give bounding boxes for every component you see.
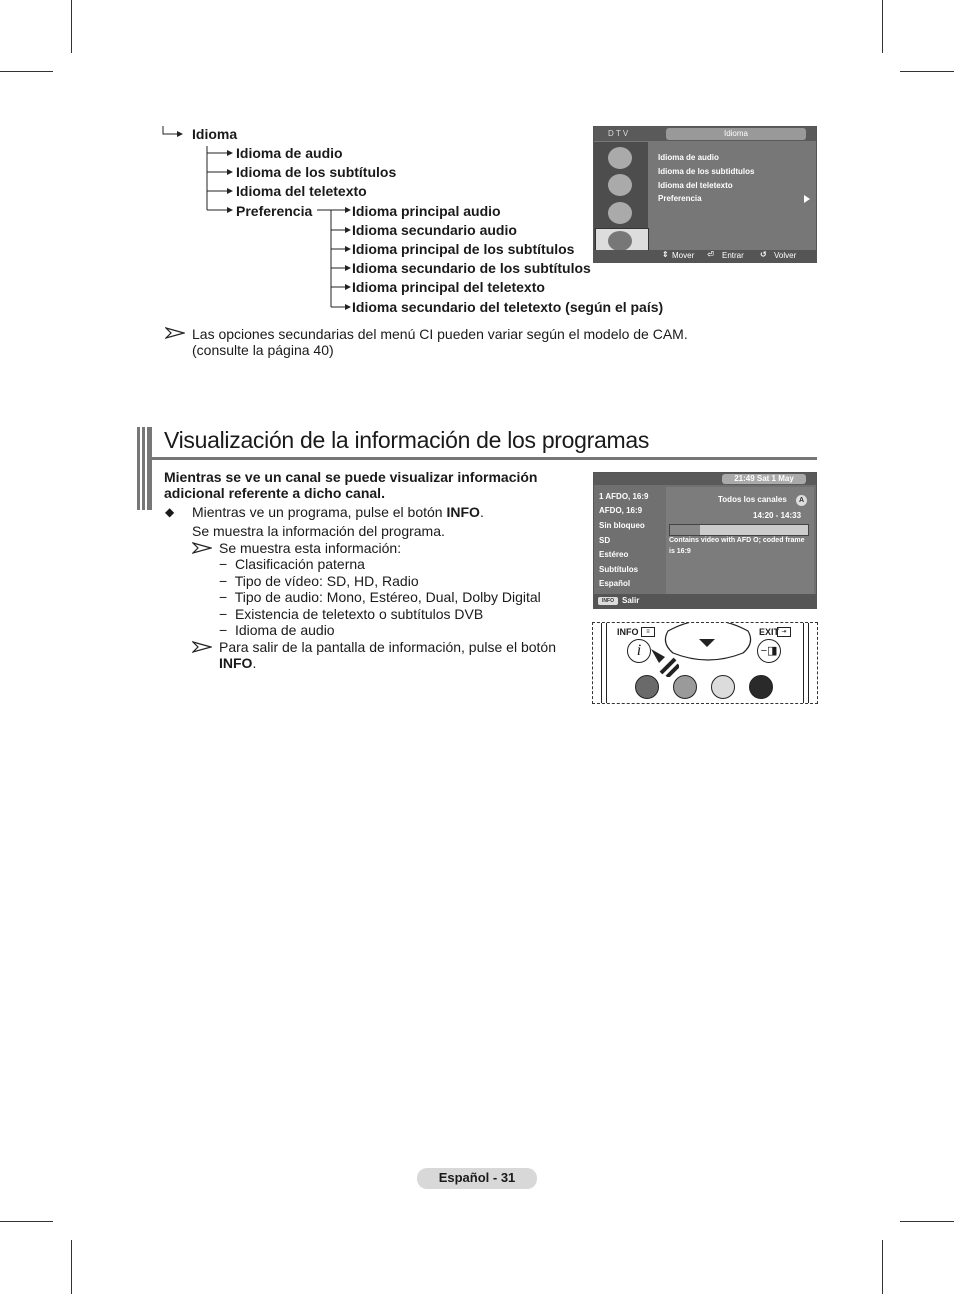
dash-item-text: Tipo de audio: Mono, Estéreo, Dual, Dolby Digital bbox=[234, 589, 541, 605]
teletext-icon: ≡ bbox=[641, 627, 655, 637]
enter-icon: ⏎ bbox=[707, 250, 714, 259]
crop-mark bbox=[900, 71, 954, 72]
program-description: Contains video with AFD O; coded frame bbox=[669, 537, 805, 544]
heading-rule bbox=[152, 457, 817, 460]
crop-mark bbox=[882, 1240, 883, 1294]
press-indicator bbox=[649, 647, 679, 677]
dash-item: − Existencia de teletexto o subtítulos DVB bbox=[219, 606, 484, 622]
tree-level1-item: Preferencia bbox=[236, 203, 313, 219]
info-shown-text: Se muestra esta información: bbox=[219, 540, 402, 556]
dash-item-text: Existencia de teletexto o subtítulos DVB bbox=[234, 606, 484, 622]
dash-item: − Tipo de vídeo: SD, HD, Radio bbox=[219, 573, 419, 589]
remote-illustration bbox=[592, 622, 818, 704]
exit-button[interactable]: −◨ bbox=[757, 639, 781, 663]
program-description: is 16:9 bbox=[669, 548, 691, 555]
green-button[interactable] bbox=[673, 675, 697, 699]
heading-bar bbox=[137, 427, 152, 510]
tree-level2-item: Idioma secundario audio bbox=[352, 222, 517, 238]
red-button[interactable] bbox=[635, 675, 659, 699]
tree-level2-item: Idioma principal audio bbox=[352, 203, 501, 219]
step-period: . bbox=[479, 504, 484, 520]
info-left-item: Estéreo bbox=[599, 550, 629, 559]
crop-mark bbox=[71, 1240, 72, 1294]
step-period: . bbox=[252, 655, 257, 671]
return-icon: ↺ bbox=[760, 250, 767, 259]
dash-item-text: Clasificación paterna bbox=[234, 556, 365, 572]
tree-level2-item: Idioma secundario del teletexto (según el país) bbox=[352, 299, 664, 315]
tree-root: Idioma bbox=[192, 126, 238, 142]
info-left-item: 1 AFDO, 16:9 bbox=[599, 492, 649, 501]
crop-mark bbox=[900, 1221, 954, 1222]
exit-instruction: Para salir de la pantalla de información, pulse el botón bbox=[219, 639, 556, 655]
menu-item: Preferencia bbox=[658, 194, 702, 203]
progress-track bbox=[669, 524, 809, 536]
intro-line: adicional referente a dicho canal. bbox=[164, 485, 385, 501]
all-channels-label: Todos los canales bbox=[718, 495, 787, 504]
exit-icon: ⇥ bbox=[777, 627, 791, 637]
menu-item: Idioma de los subtidtulos bbox=[658, 167, 755, 176]
tree-level2-item: Idioma principal del teletexto bbox=[352, 279, 545, 295]
info-key-label: INFO bbox=[446, 504, 480, 520]
dash-item-text: Tipo de vídeo: SD, HD, Radio bbox=[234, 573, 419, 589]
dash-item: − Idioma de audio bbox=[219, 622, 335, 638]
info-screen bbox=[593, 472, 817, 609]
info-key-icon: INFO bbox=[598, 597, 618, 605]
note-arrow-icon bbox=[165, 327, 185, 339]
info-key-label: INFO bbox=[219, 655, 253, 671]
blue-button[interactable] bbox=[749, 675, 773, 699]
menu-tab-title: Idioma bbox=[723, 129, 748, 138]
move-icon: ⇕ bbox=[662, 250, 669, 259]
bullet-icon: ◆ bbox=[165, 505, 175, 519]
clock-text: 21:49 Sat 1 May bbox=[734, 474, 794, 483]
tree-level1-item: Idioma de los subtítulos bbox=[236, 164, 397, 180]
info-left-item: Español bbox=[599, 579, 631, 588]
step-text: Mientras ve un programa, pulse el botón bbox=[192, 504, 447, 520]
page-number: Español - 31 bbox=[417, 1168, 537, 1189]
input-icon bbox=[608, 231, 632, 251]
tree-level2-item: Idioma principal de los subtítulos bbox=[352, 241, 575, 257]
note-line: Las opciones secundarias del menú CI pueden variar según el modelo de CAM. bbox=[192, 326, 688, 342]
channel-badge: A bbox=[796, 495, 807, 506]
remote-info-label: INFO bbox=[617, 627, 639, 637]
menu-screen bbox=[593, 126, 817, 263]
section-title: Visualización de la información de los programas bbox=[164, 427, 650, 453]
info-left-item: AFDO, 16:9 bbox=[599, 506, 643, 515]
intro-line: Mientras se ve un canal se puede visualizar información bbox=[164, 469, 538, 485]
tree-level1-item: Idioma del teletexto bbox=[236, 183, 367, 199]
menu-tab-dtv: D T V bbox=[608, 129, 629, 138]
tree-level1-item: Idioma de audio bbox=[236, 145, 343, 161]
info-left-item: Sin bloqueo bbox=[599, 521, 645, 530]
submenu-arrow-icon bbox=[803, 195, 811, 203]
crop-mark bbox=[882, 0, 883, 53]
crop-mark bbox=[0, 1221, 53, 1222]
info-left-item: SD bbox=[599, 536, 611, 545]
dash-item: − Clasificación paterna bbox=[219, 556, 365, 572]
remote-exit-label: EXIT bbox=[759, 627, 780, 637]
tree-level2-item: Idioma secundario de los subtítulos bbox=[352, 260, 591, 276]
crop-mark bbox=[0, 71, 53, 72]
setup-icon bbox=[608, 202, 632, 224]
menu-enter-label: Entrar bbox=[722, 251, 744, 260]
dash-item-text: Idioma de audio bbox=[234, 622, 335, 638]
exit-label: Salir bbox=[622, 596, 640, 605]
crop-mark bbox=[71, 0, 72, 53]
note-arrow-icon bbox=[192, 542, 212, 554]
dash-item: − Tipo de audio: Mono, Estéreo, Dual, Dolby Digital bbox=[219, 589, 541, 605]
note-arrow-icon bbox=[192, 641, 212, 653]
info-button[interactable]: i bbox=[627, 639, 651, 663]
step-instruction bbox=[192, 504, 484, 520]
time-range: 14:20 - 14:33 bbox=[753, 511, 802, 520]
note-line: (consulte la página 40) bbox=[192, 342, 334, 358]
menu-move-label: Mover bbox=[672, 251, 695, 260]
progress-fill bbox=[670, 525, 700, 535]
menu-back-label: Volver bbox=[774, 251, 797, 260]
info-left-item: Subtítulos bbox=[599, 565, 639, 574]
sound-icon bbox=[608, 174, 632, 196]
picture-icon bbox=[608, 147, 632, 169]
step-result: Se muestra la información del programa. bbox=[192, 523, 445, 539]
menu-item: Idioma del teletexto bbox=[658, 181, 733, 190]
exit-instruction-key bbox=[219, 655, 256, 671]
menu-item: Idioma de audio bbox=[658, 153, 719, 162]
yellow-button[interactable] bbox=[711, 675, 735, 699]
